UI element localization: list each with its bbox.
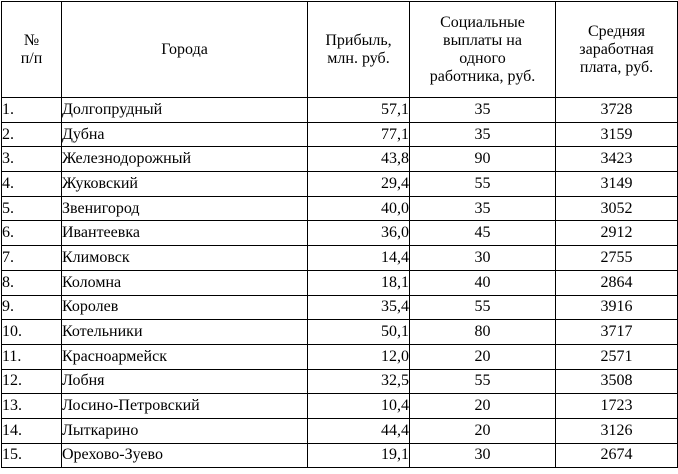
cell-num: 7.: [2, 246, 62, 271]
cell-social: 55: [410, 369, 556, 394]
table-row: [2, 221, 678, 246]
header-salary-line: заработная: [579, 40, 654, 58]
cell-num: 11.: [2, 344, 62, 369]
cell-salary: 3149: [556, 172, 678, 197]
cell-city: Лыткарино: [62, 418, 308, 443]
header-social-line: Социальные: [440, 13, 525, 31]
cell-city: Коломна: [62, 270, 308, 295]
cell-city: Дубна: [62, 122, 308, 147]
cell-num: 1.: [2, 98, 62, 123]
cell-profit: 18,1: [308, 270, 410, 295]
cell-num: 13.: [2, 394, 62, 419]
table-row: [2, 320, 678, 345]
table-row: [2, 443, 678, 468]
cell-num: 5.: [2, 196, 62, 221]
cell-num: 6.: [2, 221, 62, 246]
table-row: [2, 369, 678, 394]
cell-profit: 44,4: [308, 418, 410, 443]
cell-salary: 2674: [556, 443, 678, 468]
cell-profit: 77,1: [308, 122, 410, 147]
cell-salary: 2864: [556, 270, 678, 295]
cell-social: 55: [410, 172, 556, 197]
cell-num: 12.: [2, 369, 62, 394]
cell-profit: 29,4: [308, 172, 410, 197]
header-social-line: выплаты на: [443, 31, 522, 49]
header-salary-line: плата, руб.: [579, 58, 654, 76]
cell-social: 35: [410, 196, 556, 221]
cell-profit: 10,4: [308, 394, 410, 419]
cell-num: 15.: [2, 443, 62, 468]
cell-social: 30: [410, 443, 556, 468]
header-city-line: Города: [161, 40, 208, 58]
header-salary-line: Средняя: [588, 22, 645, 40]
header-profit-line: млн. руб.: [327, 49, 390, 67]
cell-profit: 19,1: [308, 443, 410, 468]
cell-profit: 35,4: [308, 295, 410, 320]
header-social-line: работника, руб.: [429, 67, 536, 85]
cell-social: 45: [410, 221, 556, 246]
table-row: [2, 196, 678, 221]
header-social-line: одного: [459, 49, 506, 67]
header-city: [62, 2, 308, 98]
cell-salary: 3159: [556, 122, 678, 147]
header-salary: [556, 2, 678, 98]
table-row: [2, 98, 678, 123]
cell-salary: 3423: [556, 147, 678, 172]
cell-salary: 3728: [556, 98, 678, 123]
cell-salary: 2755: [556, 246, 678, 271]
cell-profit: 14,4: [308, 246, 410, 271]
cell-social: 35: [410, 98, 556, 123]
header-row: [2, 2, 678, 98]
table-body: [2, 98, 678, 468]
cell-social: 80: [410, 320, 556, 345]
header-profit-line: Прибыль,: [325, 31, 392, 49]
cell-social: 20: [410, 418, 556, 443]
cell-num: 3.: [2, 147, 62, 172]
cell-profit: 32,5: [308, 369, 410, 394]
header-num-line: п/п: [20, 49, 43, 67]
cell-city: Долгопрудный: [62, 98, 308, 123]
cell-city: Красноармейск: [62, 344, 308, 369]
cell-social: 55: [410, 295, 556, 320]
cell-salary: 3717: [556, 320, 678, 345]
cell-social: 20: [410, 344, 556, 369]
table-row: [2, 295, 678, 320]
table-row: [2, 147, 678, 172]
cell-profit: 36,0: [308, 221, 410, 246]
cell-profit: 12,0: [308, 344, 410, 369]
cell-num: 10.: [2, 320, 62, 345]
cell-num: 4.: [2, 172, 62, 197]
table-row: [2, 394, 678, 419]
cell-num: 14.: [2, 418, 62, 443]
cell-city: Жуковский: [62, 172, 308, 197]
cell-city: Лосино-Петровский: [62, 394, 308, 419]
cell-num: 2.: [2, 122, 62, 147]
cell-profit: 57,1: [308, 98, 410, 123]
cell-salary: 3508: [556, 369, 678, 394]
cell-city: Котельники: [62, 320, 308, 345]
cell-social: 20: [410, 394, 556, 419]
cell-city: Климовск: [62, 246, 308, 271]
cell-social: 30: [410, 246, 556, 271]
cell-salary: 3916: [556, 295, 678, 320]
table-row: [2, 270, 678, 295]
cell-city: Королев: [62, 295, 308, 320]
cell-city: Орехово-Зуево: [62, 443, 308, 468]
cell-salary: 2912: [556, 221, 678, 246]
cell-city: Ивантеевка: [62, 221, 308, 246]
table-row: [2, 246, 678, 271]
cell-social: 90: [410, 147, 556, 172]
cell-city: Железнодорожный: [62, 147, 308, 172]
header-social: [410, 2, 556, 98]
header-num-line: №: [23, 31, 40, 49]
table-row: [2, 418, 678, 443]
cell-salary: 1723: [556, 394, 678, 419]
cell-profit: 43,8: [308, 147, 410, 172]
cell-salary: 2571: [556, 344, 678, 369]
header-num: [2, 2, 62, 98]
table-row: [2, 172, 678, 197]
cell-salary: 3052: [556, 196, 678, 221]
cell-profit: 40,0: [308, 196, 410, 221]
table-header: [2, 2, 678, 98]
cell-num: 8.: [2, 270, 62, 295]
cell-social: 35: [410, 122, 556, 147]
cell-city: Лобня: [62, 369, 308, 394]
cities-data-table: [1, 1, 678, 468]
cell-salary: 3126: [556, 418, 678, 443]
cell-social: 40: [410, 270, 556, 295]
header-profit: [308, 2, 410, 98]
cell-city: Звенигород: [62, 196, 308, 221]
table-row: [2, 122, 678, 147]
cell-profit: 50,1: [308, 320, 410, 345]
table-row: [2, 344, 678, 369]
cell-num: 9.: [2, 295, 62, 320]
